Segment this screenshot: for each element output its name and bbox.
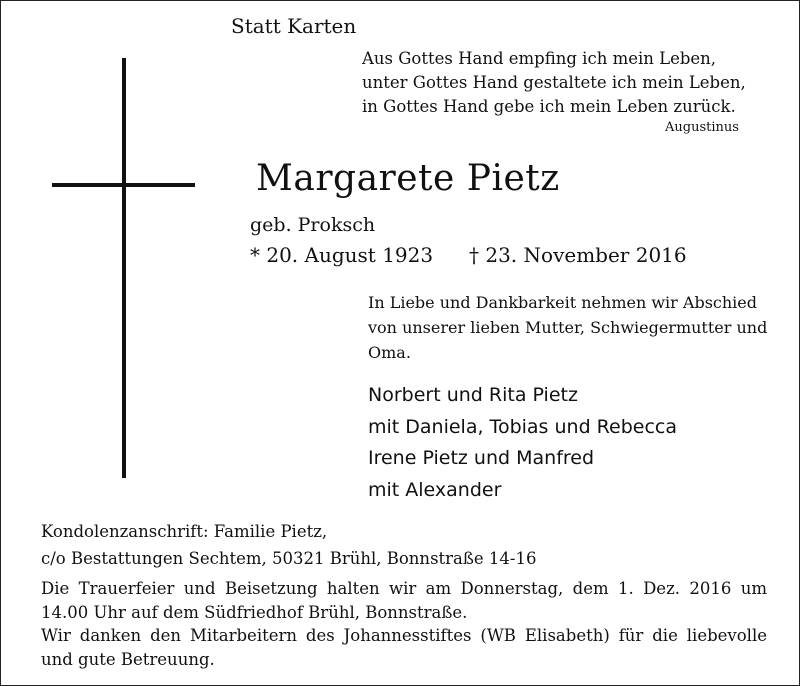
family-member: Norbert und Rita Pietz bbox=[368, 384, 578, 406]
quote-line: unter Gottes Hand gestaltete ich mein Leben, bbox=[362, 73, 746, 92]
condolence-address bbox=[41, 518, 536, 572]
family-member: mit Alexander bbox=[368, 478, 502, 501]
farewell-line: In Liebe und Dankbarkeit nehmen wir Abschied bbox=[368, 293, 758, 312]
family-member: Irene Pietz und Manfred bbox=[368, 447, 595, 469]
birth-date: * 20. August 1923 bbox=[250, 243, 434, 267]
cross-icon-bar bbox=[52, 183, 195, 187]
quote-line: Aus Gottes Hand empfing ich mein Leben, bbox=[362, 49, 717, 68]
birth-name: geb. Proksch bbox=[250, 214, 376, 236]
farewell-line: Oma. bbox=[368, 343, 411, 362]
family-list bbox=[368, 380, 677, 506]
death-date: † 23. November 2016 bbox=[469, 243, 687, 267]
quote-line: in Gottes Hand gebe ich mein Leben zurück. bbox=[362, 97, 736, 116]
cross-icon bbox=[122, 58, 126, 478]
thanks-text: Wir danken den Mitarbeitern des Johannesstiftes (WB Elisabeth) für die liebevolle und gute Betreuung. bbox=[41, 626, 767, 669]
quote-author: Augustinus bbox=[665, 120, 739, 135]
funeral-text: Die Trauerfeier und Beisetzung halten wir am Donnerstag, dem 1. Dez. 2016 um 14.00 Uhr auf dem Südfriedhof Brühl, Bonnstraße. bbox=[41, 579, 767, 622]
farewell-text bbox=[368, 290, 767, 365]
statt-karten-heading: Statt Karten bbox=[231, 14, 357, 38]
condolence-line: c/o Bestattungen Sechtem, 50321 Brühl, Bonnstraße 14-16 bbox=[41, 549, 537, 568]
ceremony-info bbox=[41, 577, 767, 671]
quote-block bbox=[362, 47, 746, 119]
farewell-line: von unserer lieben Mutter, Schwiegermutter und bbox=[368, 318, 768, 337]
condolence-line: Kondolenzanschrift: Familie Pietz, bbox=[41, 522, 328, 541]
family-member: mit Daniela, Tobias und Rebecca bbox=[368, 415, 677, 438]
deceased-name: Margarete Pietz bbox=[256, 158, 560, 199]
